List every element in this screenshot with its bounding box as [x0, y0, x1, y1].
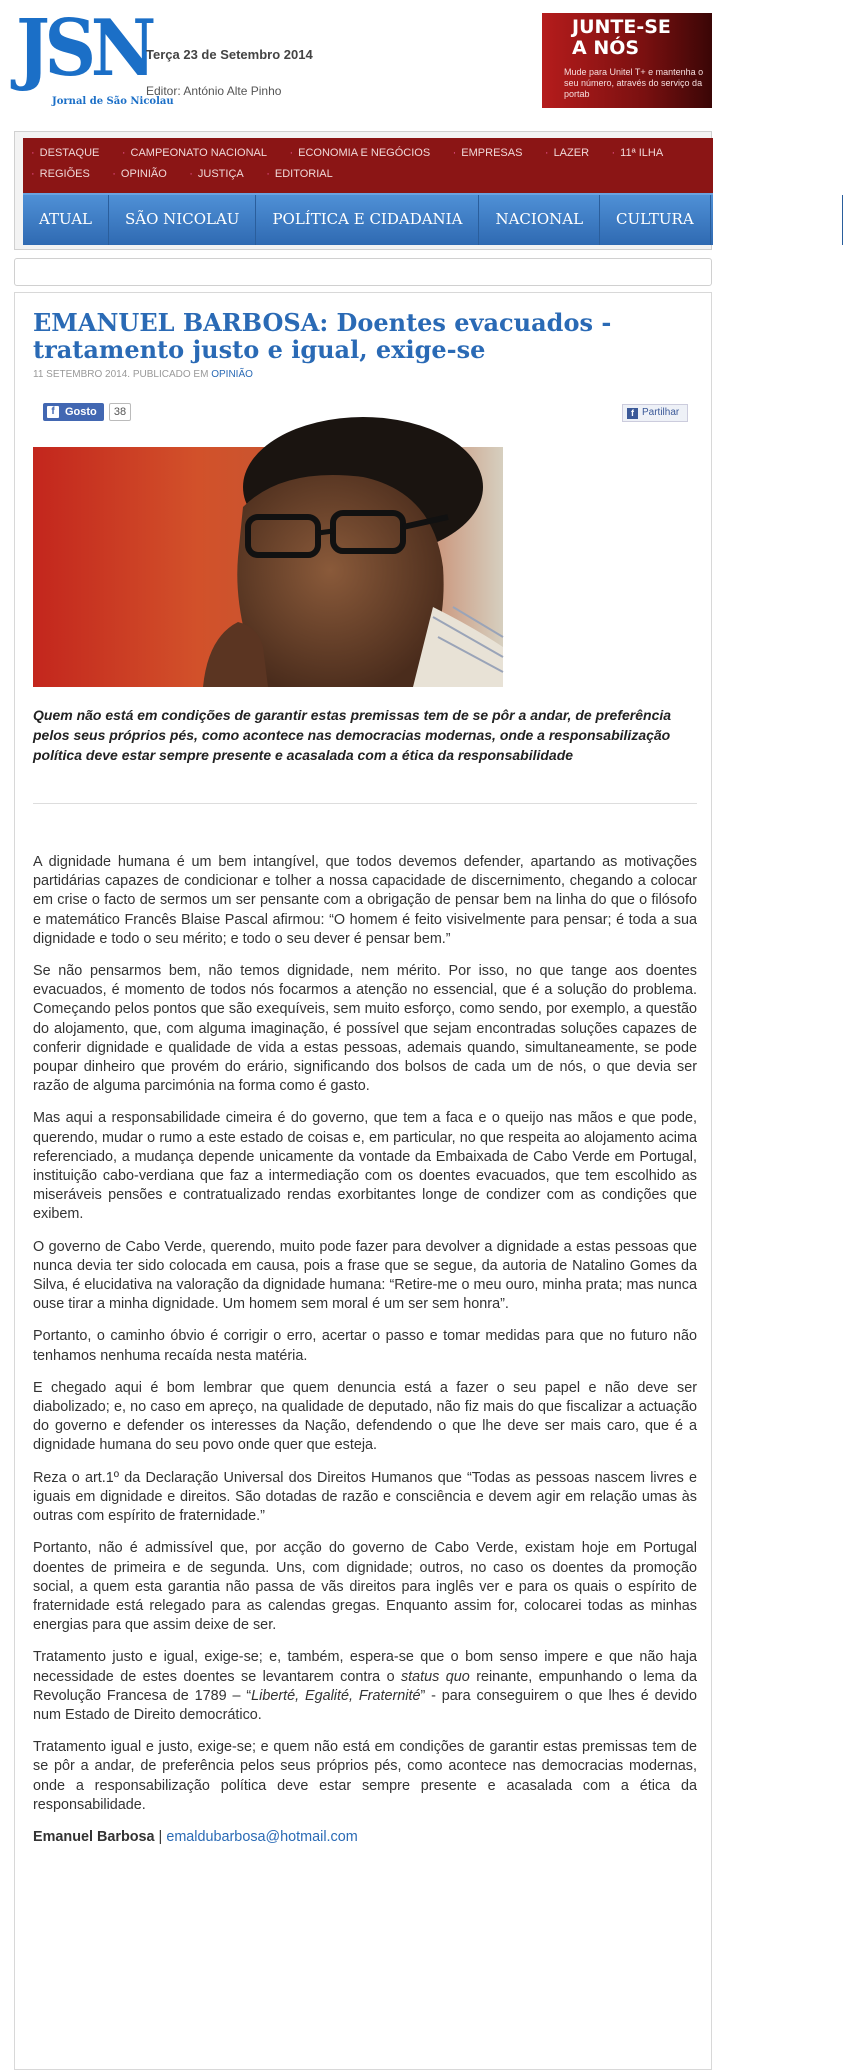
- paragraph: Tratamento igual e justo, exige-se; e quem não está em condições de garantir estas premissas tem de se pôr a andar, de preferência pelos seus próprios pés, como acontece nas democracias modernas, onde a responsabilização política deve estar sempre presente e acasalada com a ética da responsabilidade.: [33, 1739, 697, 1813]
- top-menu-item[interactable]: · DESTAQUE: [31, 143, 99, 164]
- top-menu-item[interactable]: · REGIÕES: [31, 164, 90, 185]
- logo-subtitle: Jornal de São Nicolau: [52, 96, 174, 107]
- article-box: [14, 292, 712, 2070]
- author-separator: |: [154, 1828, 167, 1845]
- header-editor: Editor: António Alte Pinho: [146, 84, 282, 98]
- paragraph-text: Tratamento justo e igual, exige-se; e, também, espera-se que o bom senso impere e que não haja necessidade de estes doentes se levantarem contra o: [33, 1649, 697, 1685]
- top-menu-item[interactable]: · CAMPEONATO NACIONAL: [122, 143, 267, 164]
- top-menu-item[interactable]: · LAZER: [545, 143, 589, 164]
- navigation: [14, 131, 826, 250]
- author-signature: [33, 1828, 697, 1847]
- paragraph: Mas aqui a responsabilidade cimeira é do governo, que tem a faca e o queijo nas mãos e que pode, querendo, mudar o rumo a este estado de coisas e, em particular, no que respeita ao alojamento acima referenciado, a mudança depende unicamente da vontade da Embaixada de Cabo Verde em Portugal, instituição cabo-verdiana que faz a intermediação com os doentes evacuados, que tem escolhido as miseráveis pensões e contratualizado rendas exorbitantes longe de condizer com as condições que exibem.: [33, 1110, 697, 1223]
- header-date: Terça 23 de Setembro 2014: [146, 47, 313, 62]
- share-label: Partilhar: [642, 407, 680, 418]
- site-logo[interactable]: [16, 3, 174, 112]
- top-menu-item[interactable]: · EMPRESAS: [453, 143, 523, 164]
- facebook-like-button[interactable]: [43, 403, 104, 421]
- paragraph: Portanto, o caminho óbvio é corrigir o erro, acertar o passo e tomar medidas para que no futuro não tenhamos nenhuma recaída nesta matéria.: [33, 1328, 697, 1364]
- facebook-icon: f: [47, 406, 59, 418]
- empty-search-bar[interactable]: [14, 258, 712, 286]
- advert-banner[interactable]: [542, 13, 712, 108]
- divider: [33, 803, 697, 804]
- main-menu-item[interactable]: POLÍTICA E CIDADANIA: [256, 195, 479, 245]
- author-portrait-image: [33, 447, 503, 687]
- main-menu-item[interactable]: DESPORTOS: [711, 195, 843, 245]
- main-menu-item[interactable]: ATUAL: [23, 195, 109, 245]
- paragraph: [33, 1648, 697, 1725]
- like-label: Gosto: [65, 406, 97, 418]
- main-menu-item[interactable]: SÃO NICOLAU: [109, 195, 256, 245]
- paragraph: Se não pensarmos bem, não temos dignidade, nem mérito. Por isso, no que tange aos doentes evacuados, é momento de todos nós focarmos a atenção no essencial, que é a solução do problema. Começando pelos pontos que são exequíveis, sem muito esforço, como sendo, por exemplo, a questão do alojamento, que, com alguma imaginação, é possível que sejam encontradas soluções capazes de conferir dignidade e qualidade de vida a estas pessoas, ademais quando, simultaneamente, se pode poupar dinheiro que provém do erário, significando dos bolsos de cada um de nós, o que devia ser razão de alguma parcimónia na forma como é gasto.: [33, 963, 697, 1095]
- top-menu-item[interactable]: · ECONOMIA E NEGÓCIOS: [289, 143, 430, 164]
- category-link[interactable]: OPINIÃO: [211, 369, 253, 380]
- paragraph-text: ” - para conseguirem o que lhes é devido num Estado de Direito democrático.: [33, 1687, 698, 1723]
- author-name: Emanuel Barbosa: [33, 1828, 155, 1845]
- paragraph: Reza o art.1º da Declaração Universal dos Direitos Humanos que “Todas as pessoas nascem livres e iguais em dignidade e direitos. São dotadas de razão e consciência e devem agir em relação umas às outras com espírito de fraternidade.”: [33, 1469, 697, 1525]
- advert-text: Mude para Unitel T+ e mantenha o seu número, através do serviço da portab: [564, 67, 704, 99]
- paragraph: Portanto, não é admissível que, por acção do governo de Cabo Verde, existam hoje em Portugal doentes de primeira e de segunda. Uns, com dignidade; outros, no caso os doentes da promoção social, a quem esta garantia não passa de vãs direitos para inglês ver e para os quais o espírito de fraternidade está relegado para as calendas gregas. Enquanto assim for, colocarei todas as minhas energias para que assim deixe de ser.: [33, 1540, 697, 1634]
- top-menu-bar: [23, 138, 713, 193]
- site-header: [0, 0, 712, 130]
- article-date: 11 SETEMBRO 2014. PUBLICADO EM: [33, 369, 209, 380]
- author-photo: [33, 447, 503, 687]
- main-menu-item[interactable]: CULTURA: [600, 195, 711, 245]
- top-menu: [31, 143, 711, 185]
- paragraph: A dignidade humana é um bem intangível, que todos devemos defender, apartando as motivações partidárias capazes de condicionar e tolher a nossa capacidade de discernimento, chegando a colocar em crise o facto de sermos um ser pensante com a obrigação de pensar bem na linha do que o filósofo e matemático Francês Blaise Pascal afirmou: “O homem é feito visivelmente para pensar; é toda a sua dignidade e todo o seu mérito; e todo o seu dever é pensar bem.”: [33, 854, 697, 947]
- paragraph: O governo de Cabo Verde, querendo, muito pode fazer para devolver a dignidade a estas pessoas que nunca devia ter sido colocada em causa, pois a frase que se segue, da autoria de Natalino Gomes da Silva, é elucidativa na valoração da dignidade humana: “Retire-me o meu ouro, minha prata; mas nunca ouse tirar a minha dignidade. Um homem sem moral é um ser sem honra”.: [33, 1238, 697, 1313]
- article-meta: [33, 369, 253, 380]
- italic-phrase: status quo: [400, 1668, 470, 1685]
- italic-motto: Liberté, Egalité, Fraternité: [251, 1687, 421, 1704]
- top-menu-item[interactable]: · OPINIÃO: [112, 164, 167, 185]
- advert-title: [572, 17, 671, 59]
- logo-text: JSN: [16, 3, 151, 94]
- article-body: [33, 853, 697, 1860]
- advert-title-line2: A NÓS: [572, 37, 640, 59]
- paragraph: E chegado aqui é bom lembrar que quem denuncia está a fazer o seu papel e não deve ser diabolizado; e, no caso em apreço, na qualidade de deputado, não fiz mais do que fiscalizar a actuação do governo e defender os interesses da Nação, defendendo o que lhe deve ser mais caro, que é a dignidade humana do seu povo onde quer que esteja.: [33, 1379, 697, 1454]
- main-menu: [23, 195, 826, 245]
- paragraph-text: reinante, empunhando o lema da Revolução Francesa de 1789 – “: [33, 1668, 698, 1704]
- main-menu-item[interactable]: NACIONAL: [479, 195, 600, 245]
- facebook-icon: f: [627, 408, 638, 419]
- author-email-link[interactable]: emaldubarbosa@hotmail.com: [166, 1828, 358, 1845]
- top-menu-item[interactable]: · EDITORIAL: [266, 164, 333, 185]
- top-menu-item[interactable]: · 11ª ILHA: [611, 143, 663, 164]
- facebook-share-button[interactable]: [622, 404, 688, 422]
- like-count: 38: [109, 403, 131, 421]
- article-title[interactable]: EMANUEL BARBOSA: Doentes evacuados - tratamento justo e igual, exige-se: [33, 308, 612, 364]
- top-menu-item[interactable]: · JUSTIÇA: [189, 164, 244, 185]
- main-menu-bar: [23, 193, 826, 245]
- article-lead: Quem não está em condições de garantir estas premissas tem de se pôr a andar, de preferência pelos seus próprios pés, como acontece nas democracias modernas, onde a responsabilização política deve estar sempre presente e acasalada com a ética da responsabilidade: [33, 707, 672, 763]
- advert-title-line1: JUNTE-SE: [572, 16, 671, 38]
